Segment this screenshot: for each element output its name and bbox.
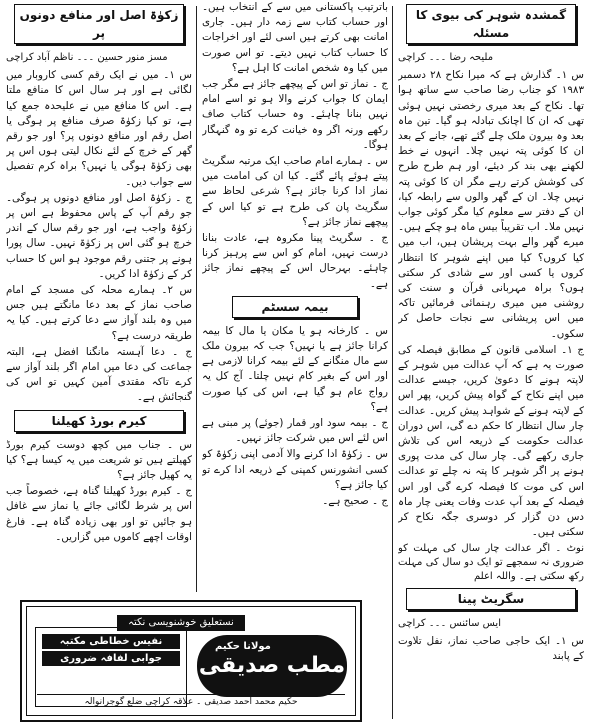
column-divider-right <box>392 6 393 719</box>
answer-missing-husband: ج ۱۔ اسلامی قانون کے مطابق فیصلہ کی صورت یہ ہے کہ آپ عدالت میں شوہر کے لاپتہ ہونے کا دعویٰ کریں، جیسے عدالت میں اپنے نکاح کے گواہ پیش کریں، پھر اس کے لاپتہ ہونے کے شواہد پیش کریں۔ عدالت چار سال انتظار کا حکم دے گی، اس دوران عدالت حکومت کے ذریعہ اس کی تلاش جاری رکھے گی۔ چار سال کی مدت پوری ہونے پر اگر شوہر کا پتہ نہ چلے تو عدالت اس کی موت کا فیصلہ کرے گی اور اس فیصلہ کے بعد آپ عدت وفات یعنی چار ماہ دس دن گزار کر دوسری جگہ نکاح کر سکتی ہیں۔ <box>398 343 584 539</box>
byline: ملیحہ رضا ۔۔۔ کراچی <box>398 50 584 65</box>
question-missing-husband: س ۱۔ گذارش ہے کہ میرا نکاح ۲۸ دسمبر ۱۹۸۳ کو جناب رضا صاحب سے ساتھ ہوا تھا۔ نکاح کے بعد میری رخصتی نہیں ہوئی تھی کہ ان کا اچانک تبادلہ ہو گیا۔ تین ماہ بعد وہ بیرون ملک چلے گئے تھے، جانے کے بعد ان کا کوئی پتہ نہیں چلا۔ انہوں نے خط لکھنے بھی بند کر دیئے، اور ہم طرح طرح کی کوشش کرتے رہے مگر ان کا کوئی پتہ نہیں چلا۔ ان کے گھر والوں سے رابطہ کیا، ان کے دفتر سے معلوم کیا مگر کوئی جواب نہیں ملا۔ اب تقریباً بیس ماہ ہو چکے ہیں۔ میرے گھر والے بہت پریشان ہیں، اب میں کیا کروں؟ کیا میں اپنے شوہر کا انتظار کروں یا کسی اور سے شادی کر سکتی ہوں؟ براہ مہربانی قرآن و سنت کی روشنی میں میری رہنمائی فرمائیں تاکہ میں اس پریشانی سے نجات حاصل کر سکوں۔ <box>398 69 584 340</box>
ad-left-subheading: جوابی لفافہ ضروری <box>42 651 180 666</box>
question-insurance: س ۔ کارخانہ ہو یا مکان یا مال کا بیمہ کرانا جائز ہے یا نہیں؟ جب کہ بیرون ملک سے مال منگانے کے لئے بیمہ کرانا لازمی ہے اور اس کے بغیر کام نہیں چلتا۔ آج کل یہ رواج عام ہو گیا ہے، اس کی کیا صورت ہے؟ <box>202 324 388 413</box>
answer-zakat-insurance: ج ۔ صحیح ہے۔ <box>322 495 388 508</box>
ad-logo <box>197 635 347 697</box>
answer-trust-holder: ج ۔ نماز تو اس کے پیچھے جائز ہے مگر جب ایمان کا جواب کرنے والا ہو تو اسے امام نہیں بنانا چاہئے۔ وہ حساب کتاب صاف رکھے ورنہ اگر وہ خیانت کرے تو وہ گنہگار ہوگا۔ <box>202 78 388 151</box>
zakat-city: ناظم آباد کراچی <box>6 52 74 63</box>
author-name: ملیحہ رضا <box>449 52 494 63</box>
smoking-city: کراچی <box>398 617 426 629</box>
middle-column <box>202 0 388 592</box>
smoking-byline: ایس سائنس ۔۔۔ کراچی <box>398 616 584 631</box>
carrom-title: کیرم بورڈ کھیلنا <box>14 410 184 432</box>
answer-zakat: ج ۔ زکوٰۃ اصل اور منافع دونوں پر ہوگی۔ جو رقم آپ کے پاس محفوظ ہے اس پر زکوٰۃ واجب ہے، اور جو رقم سال کے اندر خرچ ہو گئی اس پر زکوٰۃ نہیں۔ سال پورا ہونے پر جتنی رقم موجود ہو اس کا حساب کر کے زکوٰۃ ادا کریں۔ <box>6 191 192 280</box>
ad-logo-small-text: مولانا حکیم <box>215 641 271 652</box>
question-smoking: س ۱۔ ایک حاجی صاحب نماز، نفل تلاوت کے پابند <box>398 634 584 662</box>
missing-husband-title: گمشدہ شوہر کی بیوی کا مسئلہ <box>406 4 576 44</box>
question-imam-smoking: س ۔ ہمارے امام صاحب ایک مرتبہ سگریٹ پیتے ہوئے پائے گئے۔ کیا ان کی امامت میں نماز ادا کرنا جائز ہے؟ شرعی لحاظ سے سگریٹ پان کی طرح ہے تو کیا اس کے پیچھے نماز جائز ہے؟ <box>202 155 388 228</box>
note-text: نوٹ ۔ اگر عدالت چار سال کی مہلت کو ضروری نہ سمجھے تو ایک دو سال کی مہلت رکھ سکتی ہے۔ واللہ اعلم <box>398 542 584 582</box>
advertisement-box <box>20 600 362 722</box>
question-zakat: س ۱۔ میں نے ایک رقم کسی کاروبار میں لگائی ہے اور ہر سال اس کا منافع ملتا ہے۔ اس کا منافع میں نے علیحدہ جمع کیا ہے، تو کیا زکوٰۃ صرف منافع پر ہوگی یا اصل رقم اور منافع دونوں پر؟ اور جو رقم گھر کے خرچ کے لئے نکال لیتی ہوں اس پر بھی زکوٰۃ ہوگی یا نہیں؟ براہ کرم تفصیل سے جواب دیں۔ <box>6 69 192 188</box>
insurance-title: بیمہ سسٹم <box>232 296 358 318</box>
zakat-author: مسز منور حسین <box>97 52 168 63</box>
smoking-title: سگریٹ پینا <box>406 588 576 610</box>
left-column <box>6 0 192 592</box>
column-divider-left <box>196 6 197 592</box>
right-column <box>398 0 584 725</box>
question-carrom: س ۔ جناب میں کچھ دوست کیرم بورڈ کھیلتے ہیں تو شریعت میں یہ کیسا ہے؟ کیا یہ کھیل جائز ہے؟ <box>6 438 192 482</box>
answer-insurance: ج ۔ بیمہ سود اور قمار (جوئے) پر مبنی ہے اس لئے اس میں شرکت جائز نہیں۔ <box>202 417 388 445</box>
zakat-title: زکوٰۃ اصل اور منافع دونوں پر <box>14 4 184 44</box>
ad-bottom-line: حکیم محمد احمد صدیقی ۔ علاقہ کراچی ضلع گوجرانوالہ <box>37 694 345 709</box>
answer-dua: ج ۔ دعا آہستہ مانگنا افضل ہے، البتہ جماعت کی دعا میں امام اگر بلند آواز سے کرے تاکہ مقتدی آمین کہیں تو اس کی گنجائش ہے۔ <box>6 345 192 404</box>
ad-inner-border <box>26 606 356 716</box>
smoking-author: ایس سائنس <box>449 617 501 629</box>
ad-logo-text: مطب صدیقی <box>198 653 346 678</box>
question-zakat-insurance: س ۔ زکوٰۃ ادا کرنے والا آدمی اپنی زکوٰۃ کو کسی انشورنس کمپنی کے ذریعہ ادا کرے تو کیا جائز ہے؟ <box>202 448 388 491</box>
question-trust-holder: باترتیب پاکستانی میں سے کے انتخاب ہیں۔ اور حساب کتاب سے زمہ دار ہیں۔ جاری امانت بھی کرتے ہیں اسی لئے اور اخراجات کا حساب کتاب نہیں دیتے۔ تو اس صورت میں کیا وہ شخص امانت کا اہل ہے؟ <box>202 1 388 74</box>
ad-left-heading: نفیس خطاطی مکتبہ <box>42 634 180 649</box>
ad-top-banner: نستعلیق خوشنویسی نکتہ <box>117 615 245 631</box>
question-dua: س ۲۔ ہمارے محلہ کی مسجد کے امام صاحب نماز کے بعد دعا مانگتے ہیں جس میں وہ بلند آواز سے دعا کرتے ہیں۔ کیا یہ طریقہ درست ہے؟ <box>6 284 192 342</box>
answer-imam-smoking: ج ۔ سگریٹ پینا مکروہ ہے، عادت بنانا درست نہیں، امام کو اس سے پرہیز کرنا چاہئے۔ بہرحال اس کے پیچھے نماز جائز ہے۔ <box>202 232 388 290</box>
answer-carrom: ج ۔ کیرم بورڈ کھیلنا گناہ ہے، خصوصاً جب اس پر شرط لگائی جائے یا نماز سے غافل ہو جائیں تو اور بھی زیادہ گناہ ہے۔ فارغ اوقات اچھے کاموں میں گزاریں۔ <box>6 485 192 543</box>
author-city: کراچی <box>398 52 426 63</box>
zakat-byline: مسز منور حسین ۔۔۔ ناظم آباد کراچی <box>6 50 192 65</box>
